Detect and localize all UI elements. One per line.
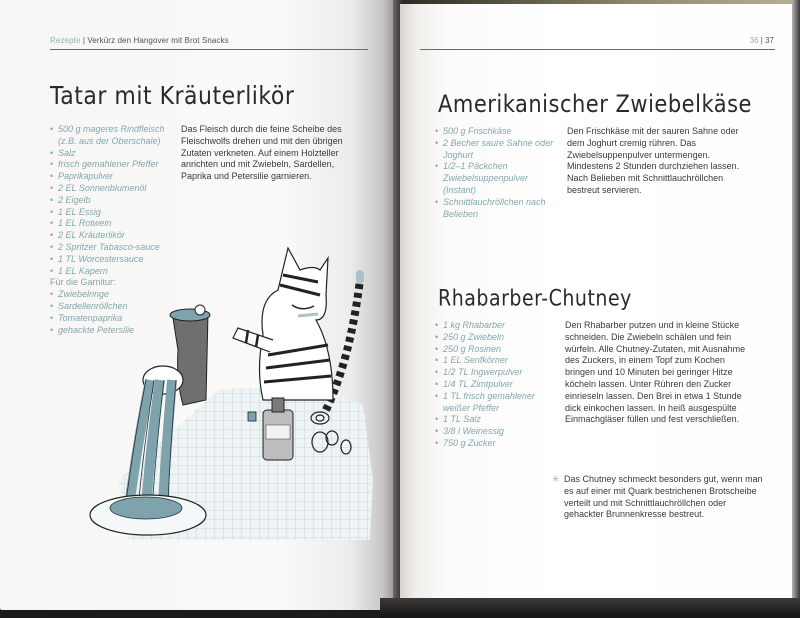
ingredient-item: • gehackte Petersilie	[50, 325, 175, 337]
ingredient-item: • 2 Eigelb	[50, 195, 175, 207]
asterisk-icon: ✳	[552, 474, 560, 484]
ingredient-item: • 500 g mageres Rindfleisch (z.B. aus der Oberschale)	[50, 124, 175, 148]
ingredient-list-zwiebelkaese	[435, 126, 560, 220]
page-numbers	[750, 36, 774, 45]
ingredient-item: • 1 EL Essig	[50, 207, 175, 219]
ingredient-item: • 1/4 TL Zimtpulver	[435, 379, 560, 391]
recipe-title-rhabarber-chutney: Rhabarber-Chutney	[438, 286, 632, 312]
ingredient-item: • 2 Spritzer Tabasco-sauce	[50, 242, 175, 254]
ingredient-item: • 250 g Zwiebeln	[435, 332, 560, 344]
ingredient-item: • 1/2 TL Ingwerpulver	[435, 367, 560, 379]
left-page	[0, 0, 398, 610]
ingredient-item: • Tomatenpaprika	[50, 313, 175, 325]
recipe-title-tatar: Tatar mit Kräuterlikör	[50, 82, 295, 111]
ingredient-item: • 2 EL Sonnenblumenöl	[50, 183, 175, 195]
instructions-zwiebelkaese: Den Frischkäse mit der sauren Sahne oder dem Joghurt cremig rühren. Das Zwiebelsuppenpulver untermengen. Mindestens 2 Stunden durchziehen lassen. Nach Belieben mit Schnittlauchröllchen bestreut servieren.	[567, 126, 740, 195]
page-number-right: 37	[765, 36, 774, 45]
ingredient-item: • 1 EL Senfkörner	[435, 355, 560, 367]
ingredient-item: • 750 g Zucker	[435, 438, 560, 450]
tip-rhabarber-chutney: Das Chutney schmeckt besonders gut, wenn man es auf einer mit Quark bestrichenen Brotscheibe verteilt und mit Schnittlauchröllchen oder gehackter Brunnenkresse bestreut.	[564, 474, 763, 520]
ingredient-item: • Paprikapulver	[50, 171, 175, 183]
ingredient-item: • Schnittlauchröllchen nach Belieben	[435, 197, 560, 221]
background-shadow	[380, 598, 800, 618]
running-head	[50, 36, 229, 45]
header-rule	[420, 49, 775, 50]
header-rule	[50, 49, 368, 50]
instructions-rhabarber-chutney: Den Rhabarber putzen und in kleine Stücke schneiden. Die Zwiebeln schälen und fein würfeln. Alle Chutney-Zutaten, mit Ausnahme des Zuckers, in einem Topf zum Kochen bringen und 10 Minuten bei geringer Hitze köcheln lassen. Unter Rühren den Zucker einrieseln lassen. Den Brei in etwa 1 Stunde dick einkochen lassen. In heiß ausgespülte Einmachgläser füllen und fest verschließen.	[565, 320, 746, 425]
ingredient-subhead: Für die Garnitur:	[50, 277, 116, 288]
ingredient-item: • 1 kg Rhabarber	[435, 320, 560, 332]
page-number-left: 36	[749, 36, 759, 45]
ingredient-item: • Salz	[50, 148, 175, 160]
ingredient-item: • 2 EL Kräuterlikör	[50, 230, 175, 242]
ingredient-item: • Sardellenröllchen	[50, 301, 175, 313]
running-head-separator: |	[82, 36, 86, 45]
running-head-section: Rezepte	[50, 36, 81, 45]
ingredient-item: • 1 EL Rotwein	[50, 218, 175, 230]
recipe-title-zwiebelkaese: Amerikanischer Zwiebelkäse	[438, 90, 752, 118]
ingredient-item: • frisch gemahlener Pfeffer	[50, 159, 175, 171]
ingredient-list-rhabarber-chutney	[435, 320, 560, 450]
running-head-chapter: Verkürz den Hangover mit Brot Snacks	[87, 36, 229, 45]
page-edge	[792, 0, 800, 618]
cat-meat-grinder-illustration	[88, 240, 388, 540]
right-page	[400, 4, 792, 604]
ingredient-item: • Zwiebelringe	[50, 289, 175, 301]
ingredient-item: • 250 g Rosinen	[435, 344, 560, 356]
ingredient-item: • 1 TL frisch gemahlener weißer Pfeffer	[435, 391, 560, 415]
ingredient-item: • 3/8 l Weinessig	[435, 426, 560, 438]
ingredient-item: • 1/2–1 Päckchen Zwiebelsuppenpulver (Instant)	[435, 161, 560, 196]
ingredient-item: • 2 Becher saure Sahne oder Joghurt	[435, 138, 560, 162]
ingredient-item: • 1 TL Salz	[435, 414, 560, 426]
page-number-separator: |	[760, 36, 763, 45]
instructions-tatar: Das Fleisch durch die feine Scheibe des Fleischwolfs drehen und mit den übrigen Zutaten verkneten. Auf einem Holzteller anrichten und mit Zwiebeln, Sardellen, Paprika und Petersilie garnieren.	[181, 124, 343, 182]
ingredient-item: • 500 g Frischkäse	[435, 126, 560, 138]
ingredient-item: • 1 TL Worcestersauce	[50, 254, 175, 266]
ingredient-item: • 1 EL Kapern	[50, 266, 175, 278]
